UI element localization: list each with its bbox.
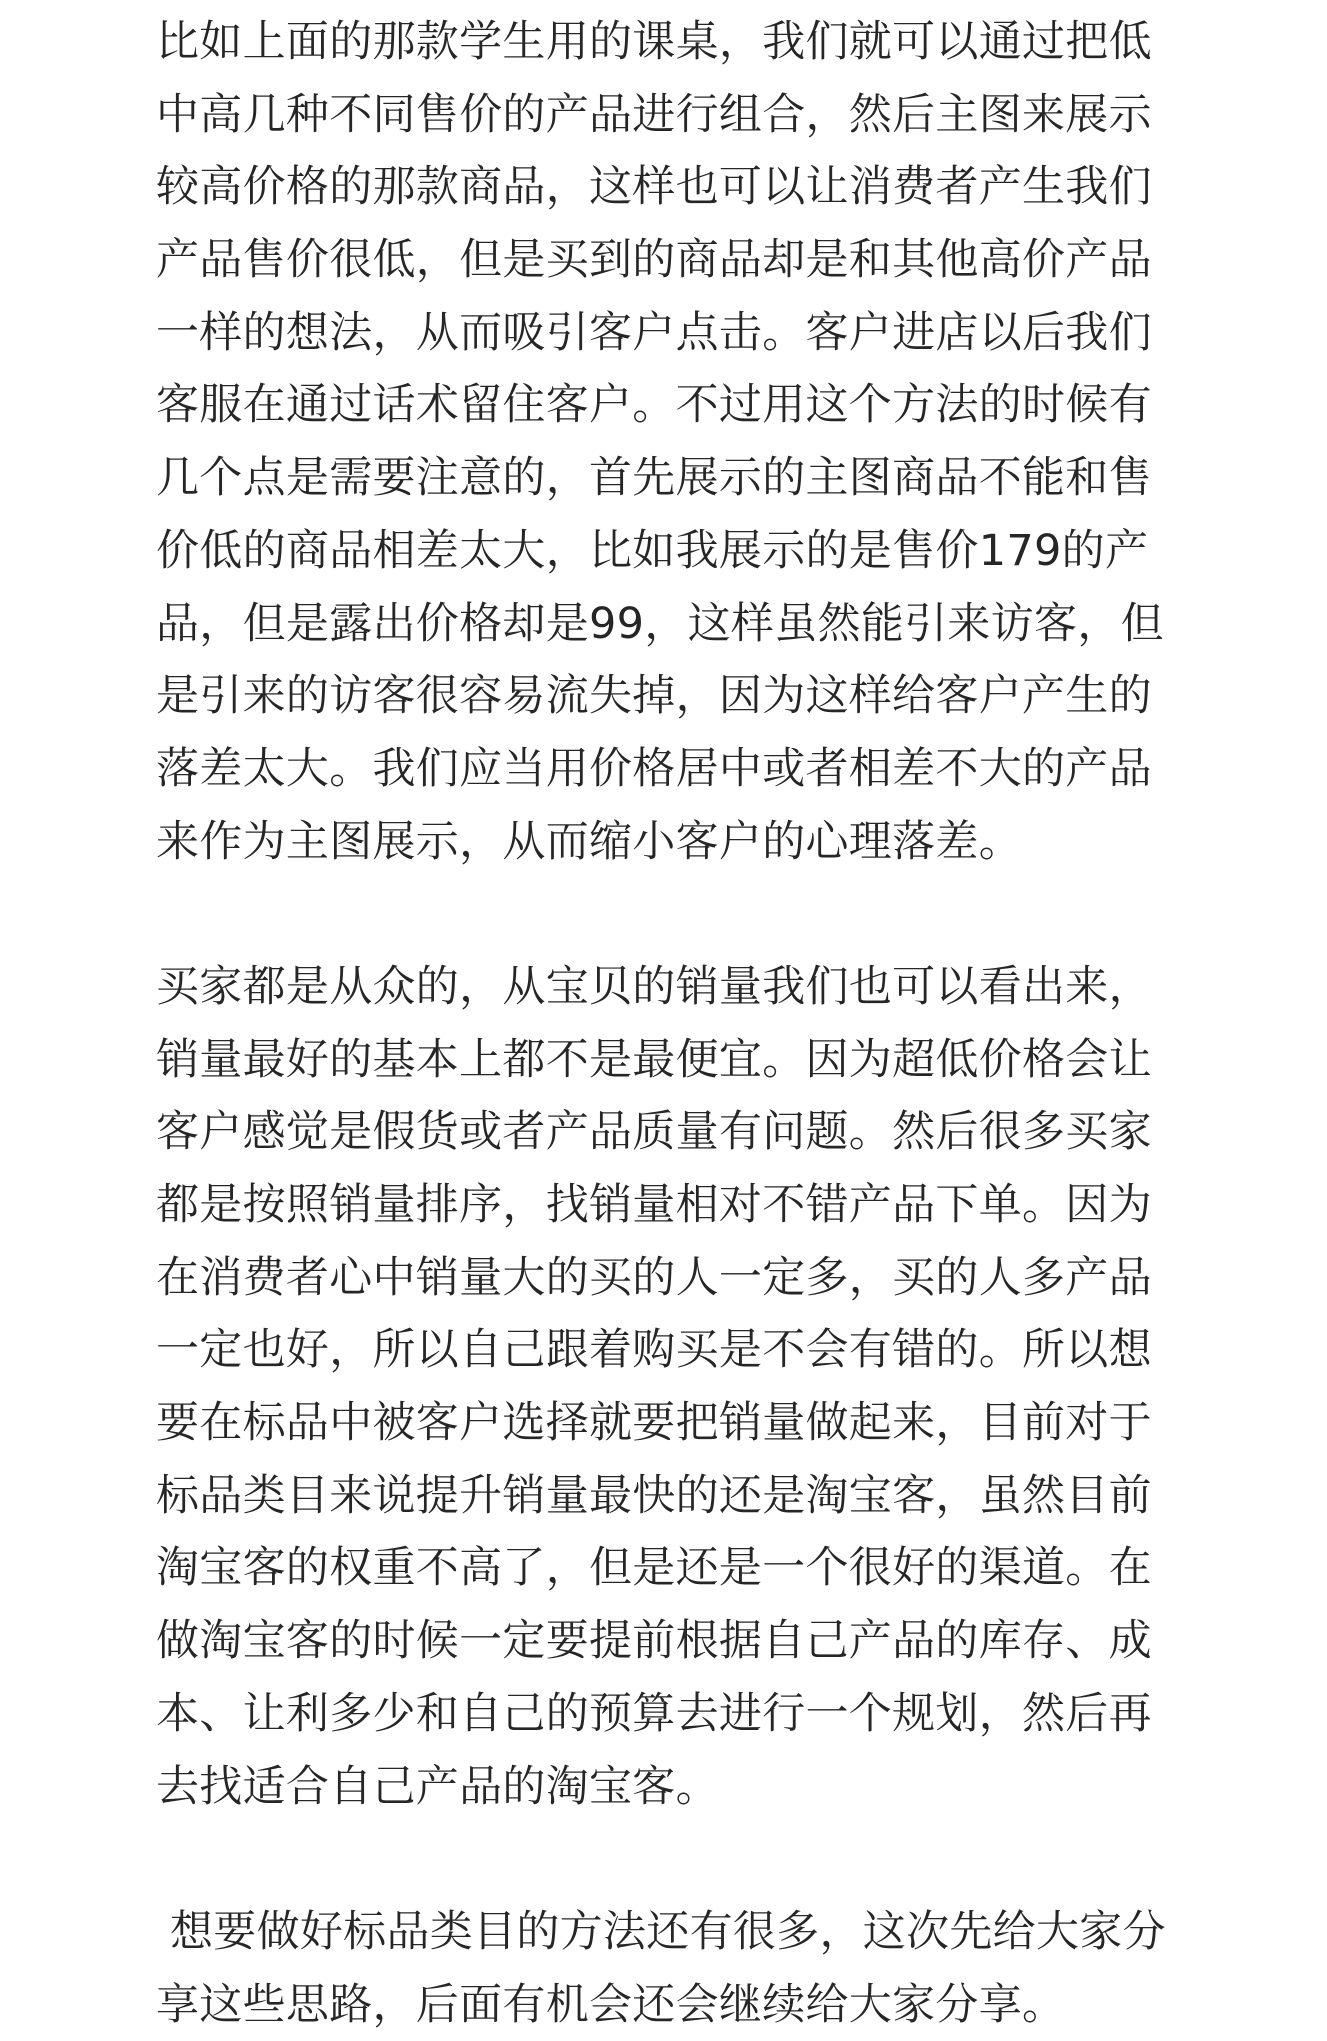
text-line: 在消费者心中销量大的买的人一定多，买的人多产品 xyxy=(156,1252,1152,1303)
text-line: 是引来的访客很容易流失掉，因为这样给客户产生的 xyxy=(156,671,1152,722)
paragraph-gap xyxy=(156,1823,1176,1896)
article-body xyxy=(156,6,1176,2041)
text-line: 享这些思路，后面有机会还会继续给大家分享。 xyxy=(156,1979,1066,2030)
text-line: 客户感觉是假货或者产品质量有问题。然后很多买家 xyxy=(156,1107,1152,1158)
text-line: 销量最好的基本上都不是最便宜。因为超低价格会让 xyxy=(156,1034,1152,1085)
text-line: 产品售价很低，但是买到的商品却是和其他高价产品 xyxy=(156,235,1152,286)
text-line: 一定也好，所以自己跟着购买是不会有错的。所以想 xyxy=(156,1325,1152,1376)
text-line: 中高几种不同售价的产品进行组合，然后主图来展示 xyxy=(156,89,1152,140)
text-line: 想要做好标品类目的方法还有很多，这次先给大家分 xyxy=(156,1906,1166,1957)
text-line: 落差太大。我们应当用价格居中或者相差不大的产品 xyxy=(156,743,1152,794)
paragraph-3 xyxy=(156,1896,1176,2041)
text-line: 比如上面的那款学生用的课桌，我们就可以通过把低 xyxy=(156,17,1152,67)
text-line: 都是按照销量排序，找销量相对不错产品下单。因为 xyxy=(156,1180,1152,1230)
text-line: 来作为主图展示，从而缩小客户的心理落差。 xyxy=(156,816,1022,867)
paragraph-gap xyxy=(156,878,1176,951)
text-line: 本、让利多少和自己的预算去进行一个规划，然后再 xyxy=(156,1688,1152,1739)
text-line: 标品类目来说提升销量最快的还是淘宝客，虽然目前 xyxy=(156,1470,1152,1521)
text-line: 客服在通过话术留住客户。不过用这个方法的时候有 xyxy=(156,380,1152,431)
text-line: 淘宝客的权重不高了，但是还是一个很好的渠道。在 xyxy=(156,1543,1152,1594)
text-line: 一样的想法，从而吸引客户点击。客户进店以后我们 xyxy=(156,307,1152,358)
paragraph-2 xyxy=(156,951,1176,1823)
text-line: 做淘宝客的时候一定要提前根据自己产品的库存、成 xyxy=(156,1616,1152,1667)
text-line: 较高价格的那款商品，这样也可以让消费者产生我们 xyxy=(156,162,1152,213)
text-line: 要在标品中被客户选择就要把销量做起来，目前对于 xyxy=(156,1398,1152,1449)
paragraph-1 xyxy=(156,6,1176,878)
text-line: 品，但是露出价格却是99，这样虽然能引来访客，但 xyxy=(156,598,1164,649)
text-line: 几个点是需要注意的，首先展示的主图商品不能和售 xyxy=(156,453,1152,504)
text-line: 去找适合自己产品的淘宝客。 xyxy=(156,1761,719,1812)
text-line: 价低的商品相差太大，比如我展示的是售价179的产 xyxy=(156,525,1149,576)
text-line: 买家都是从众的，从宝贝的销量我们也可以看出来， xyxy=(156,961,1152,1012)
